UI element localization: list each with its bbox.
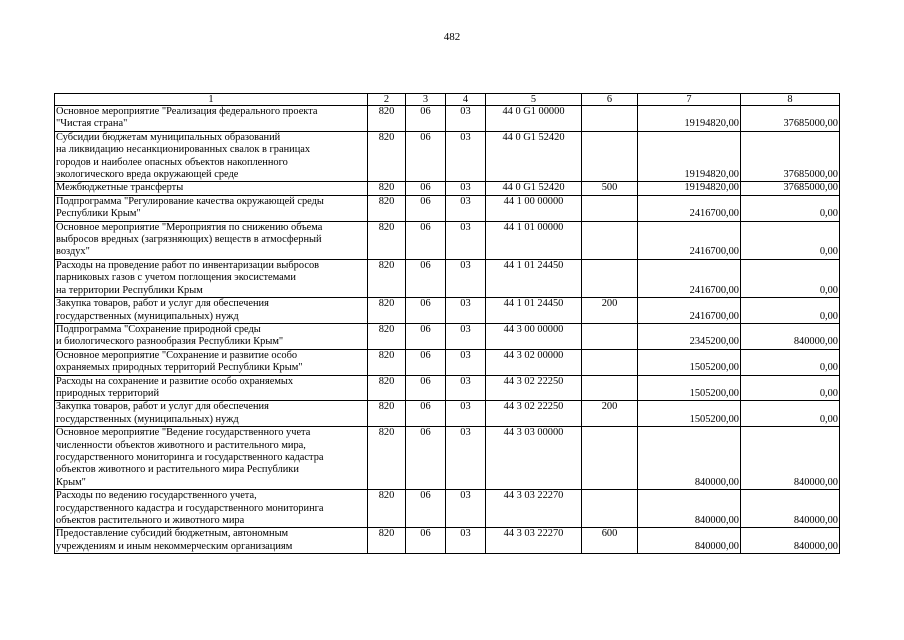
table-row xyxy=(55,298,840,324)
target-article-code: 44 0 G1 52420 xyxy=(486,131,582,182)
target-article-code: 44 3 03 22270 xyxy=(486,490,582,528)
amount-year-1: 19194820,00 xyxy=(638,182,741,195)
amount-year-2: 0,00 xyxy=(741,349,840,375)
page-number: 482 xyxy=(443,31,461,43)
budget-item-name: Расходы по ведению государственного учета, государственного кадастра и государственного мониторинга объектов растительного и животного мира xyxy=(55,490,368,528)
budget-item-name: Основное мероприятие "Реализация федерального проекта "Чистая страна" xyxy=(55,106,368,132)
ministry-code: 820 xyxy=(368,349,406,375)
ministry-code: 820 xyxy=(368,323,406,349)
subsection-code: 03 xyxy=(446,375,486,401)
subsection-code: 03 xyxy=(446,221,486,259)
expense-type-code: 200 xyxy=(582,401,638,427)
amount-year-2: 0,00 xyxy=(741,375,840,401)
section-code: 06 xyxy=(406,401,446,427)
subsection-code: 03 xyxy=(446,298,486,324)
ministry-code: 820 xyxy=(368,490,406,528)
amount-year-2: 0,00 xyxy=(741,259,840,297)
table-row xyxy=(55,221,840,259)
expense-type-code xyxy=(582,349,638,375)
budget-item-name: Предоставление субсидий бюджетным, автономным учреждениям и иным некоммерческим организациям xyxy=(55,528,368,554)
section-code: 06 xyxy=(406,490,446,528)
expense-type-code xyxy=(582,427,638,490)
section-code: 06 xyxy=(406,375,446,401)
table-row xyxy=(55,375,840,401)
section-code: 06 xyxy=(406,195,446,221)
target-article-code: 44 1 01 24450 xyxy=(486,298,582,324)
target-article-code: 44 3 03 22270 xyxy=(486,528,582,554)
budget-item-name: Основное мероприятие "Ведение государственного учета численности объектов животного и растительного мира, государственного мониторинга и государственного кадастра объектов животного и растительного мира Республики Крым" xyxy=(55,427,368,490)
amount-year-1: 1505200,00 xyxy=(638,401,741,427)
ministry-code: 820 xyxy=(368,182,406,195)
target-article-code: 44 3 02 22250 xyxy=(486,401,582,427)
amount-year-2: 840000,00 xyxy=(741,323,840,349)
budget-item-name: Основное мероприятие "Сохранение и развитие особо охраняемых природных территорий Республики Крым" xyxy=(55,349,368,375)
budget-item-name: Расходы на сохранение и развитие особо охраняемых природных территорий xyxy=(55,375,368,401)
section-code: 06 xyxy=(406,528,446,554)
table-row xyxy=(55,106,840,132)
section-code: 06 xyxy=(406,259,446,297)
budget-item-name: Подпрограмма "Сохранение природной среды и биологического разнообразия Республики Крым" xyxy=(55,323,368,349)
table-row xyxy=(55,182,840,195)
expense-type-code xyxy=(582,195,638,221)
target-article-code: 44 3 03 00000 xyxy=(486,427,582,490)
header-cell: 5 xyxy=(486,94,582,106)
ministry-code: 820 xyxy=(368,131,406,182)
section-code: 06 xyxy=(406,221,446,259)
ministry-code: 820 xyxy=(368,375,406,401)
ministry-code: 820 xyxy=(368,427,406,490)
target-article-code: 44 3 02 00000 xyxy=(486,349,582,375)
header-cell: 8 xyxy=(741,94,840,106)
table-row xyxy=(55,349,840,375)
amount-year-1: 1505200,00 xyxy=(638,349,741,375)
amount-year-2: 37685000,00 xyxy=(741,131,840,182)
table-row xyxy=(55,401,840,427)
subsection-code: 03 xyxy=(446,182,486,195)
header-cell: 6 xyxy=(582,94,638,106)
header-cell: 3 xyxy=(406,94,446,106)
amount-year-2: 840000,00 xyxy=(741,490,840,528)
amount-year-2: 0,00 xyxy=(741,401,840,427)
amount-year-1: 2416700,00 xyxy=(638,298,741,324)
budget-item-name: Закупка товаров, работ и услуг для обеспечения государственных (муниципальных) нужд xyxy=(55,401,368,427)
expense-type-code xyxy=(582,490,638,528)
section-code: 06 xyxy=(406,323,446,349)
expense-type-code: 500 xyxy=(582,182,638,195)
header-cell: 2 xyxy=(368,94,406,106)
amount-year-2: 37685000,00 xyxy=(741,182,840,195)
ministry-code: 820 xyxy=(368,298,406,324)
subsection-code: 03 xyxy=(446,323,486,349)
amount-year-2: 840000,00 xyxy=(741,528,840,554)
expense-type-code xyxy=(582,375,638,401)
subsection-code: 03 xyxy=(446,490,486,528)
amount-year-1: 1505200,00 xyxy=(638,375,741,401)
target-article-code: 44 0 G1 52420 xyxy=(486,182,582,195)
budget-item-name: Субсидии бюджетам муниципальных образований на ликвидацию несанкционированных свалок в границах городов и наиболее опасных объектов накопленного экологического вреда окружающей среде xyxy=(55,131,368,182)
target-article-code: 44 3 02 22250 xyxy=(486,375,582,401)
ministry-code: 820 xyxy=(368,528,406,554)
amount-year-2: 37685000,00 xyxy=(741,106,840,132)
ministry-code: 820 xyxy=(368,195,406,221)
target-article-code: 44 0 G1 00000 xyxy=(486,106,582,132)
table-row xyxy=(55,528,840,554)
budget-item-name: Расходы на проведение работ по инвентаризации выбросов парниковых газов с учетом поглощения экосистемами на территории Республики Крым xyxy=(55,259,368,297)
table-row xyxy=(55,259,840,297)
subsection-code: 03 xyxy=(446,349,486,375)
ministry-code: 820 xyxy=(368,106,406,132)
table-row xyxy=(55,490,840,528)
amount-year-1: 2416700,00 xyxy=(638,259,741,297)
amount-year-1: 2345200,00 xyxy=(638,323,741,349)
amount-year-1: 2416700,00 xyxy=(638,221,741,259)
subsection-code: 03 xyxy=(446,259,486,297)
section-code: 06 xyxy=(406,182,446,195)
section-code: 06 xyxy=(406,427,446,490)
expense-type-code xyxy=(582,221,638,259)
expense-type-code xyxy=(582,131,638,182)
section-code: 06 xyxy=(406,349,446,375)
budget-item-name: Подпрограмма "Регулирование качества окружающей среды Республики Крым" xyxy=(55,195,368,221)
ministry-code: 820 xyxy=(368,221,406,259)
table-row xyxy=(55,323,840,349)
amount-year-2: 0,00 xyxy=(741,195,840,221)
subsection-code: 03 xyxy=(446,528,486,554)
amount-year-2: 0,00 xyxy=(741,298,840,324)
header-row xyxy=(55,94,840,106)
expense-type-code xyxy=(582,259,638,297)
subsection-code: 03 xyxy=(446,131,486,182)
subsection-code: 03 xyxy=(446,106,486,132)
amount-year-1: 840000,00 xyxy=(638,427,741,490)
amount-year-1: 840000,00 xyxy=(638,490,741,528)
table-body xyxy=(55,106,840,554)
expense-type-code: 600 xyxy=(582,528,638,554)
ministry-code: 820 xyxy=(368,259,406,297)
target-article-code: 44 3 00 00000 xyxy=(486,323,582,349)
section-code: 06 xyxy=(406,131,446,182)
ministry-code: 820 xyxy=(368,401,406,427)
section-code: 06 xyxy=(406,106,446,132)
target-article-code: 44 1 01 24450 xyxy=(486,259,582,297)
table-row xyxy=(55,427,840,490)
target-article-code: 44 1 01 00000 xyxy=(486,221,582,259)
header-cell: 1 xyxy=(55,94,368,106)
subsection-code: 03 xyxy=(446,195,486,221)
expense-type-code: 200 xyxy=(582,298,638,324)
amount-year-1: 19194820,00 xyxy=(638,131,741,182)
amount-year-1: 2416700,00 xyxy=(638,195,741,221)
budget-item-name: Межбюджетные трансферты xyxy=(55,182,368,195)
header-cell: 7 xyxy=(638,94,741,106)
table-row xyxy=(55,195,840,221)
amount-year-2: 0,00 xyxy=(741,221,840,259)
expense-type-code xyxy=(582,106,638,132)
header-cell: 4 xyxy=(446,94,486,106)
amount-year-2: 840000,00 xyxy=(741,427,840,490)
amount-year-1: 19194820,00 xyxy=(638,106,741,132)
section-code: 06 xyxy=(406,298,446,324)
target-article-code: 44 1 00 00000 xyxy=(486,195,582,221)
budget-item-name: Закупка товаров, работ и услуг для обеспечения государственных (муниципальных) нужд xyxy=(55,298,368,324)
amount-year-1: 840000,00 xyxy=(638,528,741,554)
table-row xyxy=(55,131,840,182)
expense-type-code xyxy=(582,323,638,349)
subsection-code: 03 xyxy=(446,401,486,427)
subsection-code: 03 xyxy=(446,427,486,490)
budget-item-name: Основное мероприятие "Мероприятия по снижению объема выбросов вредных (загрязняющих) веществ в атмосферный воздух" xyxy=(55,221,368,259)
budget-table xyxy=(54,93,840,554)
